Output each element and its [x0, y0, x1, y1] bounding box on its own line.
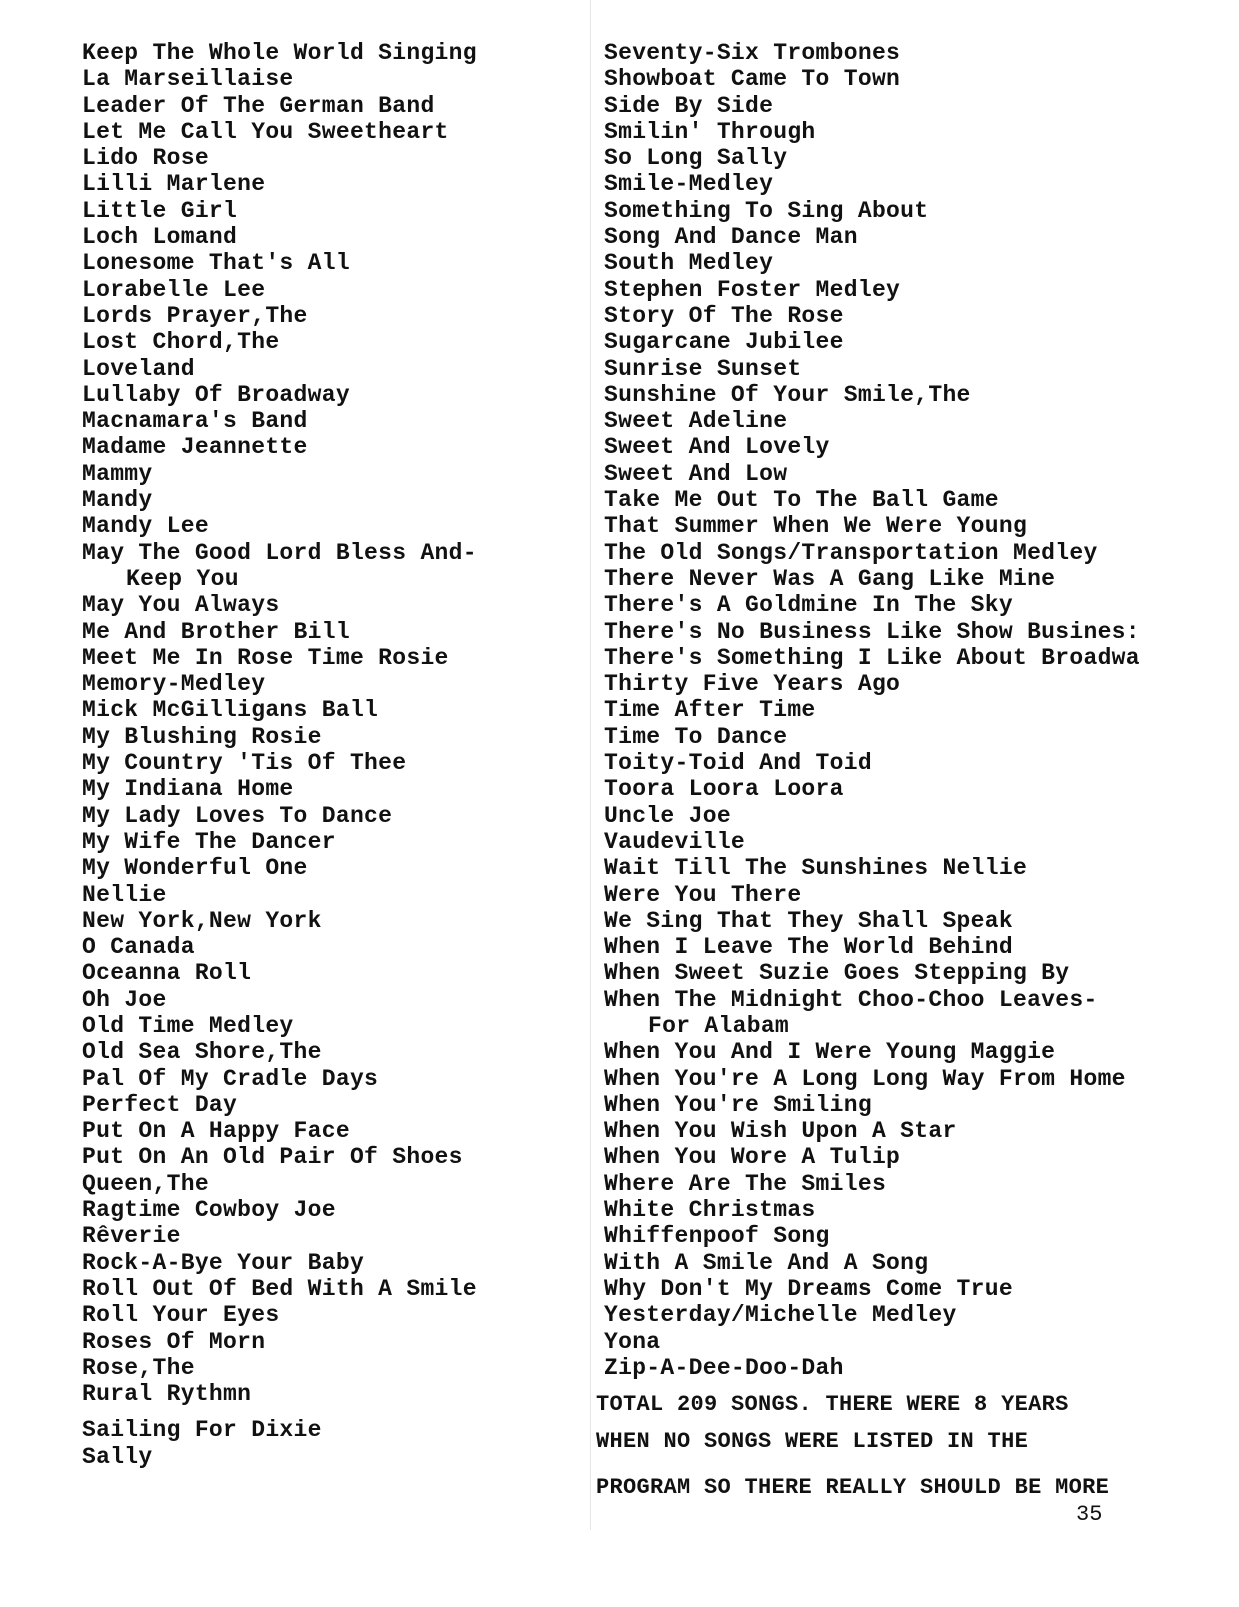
song-title: Ragtime Cowboy Joe	[82, 1197, 336, 1224]
song-title: Story Of The Rose	[604, 302, 844, 329]
total-note-line-3: PROGRAM SO THERE REALLY SHOULD BE MORE	[596, 1475, 1110, 1500]
song-title: Showboat Came To Town	[604, 66, 901, 93]
song-title: Time To Dance	[604, 723, 788, 750]
song-title: Lullaby Of Broadway	[82, 381, 350, 408]
song-title: Something To Sing About	[604, 197, 929, 224]
song-title: When You Wore A Tulip	[604, 1144, 901, 1171]
song-title: We Sing That They Shall Speak	[604, 907, 1013, 934]
song-title: Macnamara's Band	[82, 408, 308, 435]
song-title: Lorabelle Lee	[82, 276, 266, 303]
song-title: Sweet Adeline	[604, 408, 788, 435]
song-list-right-column	[604, 40, 1152, 1381]
song-title: Pal Of My Cradle Days	[82, 1065, 379, 1092]
song-title: Vaudeville	[604, 828, 746, 855]
song-list-left-column	[82, 40, 587, 1470]
song-title: Wait Till The Sunshines Nellie	[604, 855, 1028, 882]
song-title: Loveland	[82, 355, 195, 382]
song-title: Rose,The	[82, 1354, 195, 1381]
song-title: Keep You	[126, 565, 239, 592]
song-title: Oh Joe	[82, 986, 167, 1013]
song-title: That Summer When We Were Young	[604, 513, 1028, 540]
song-title: Zip-A-Dee-Doo-Dah	[604, 1354, 844, 1381]
song-title: Rural Rythmn	[82, 1381, 252, 1408]
song-title: Put On A Happy Face	[82, 1118, 350, 1145]
song-title: May You Always	[82, 592, 280, 619]
song-title: Lonesome That's All	[82, 250, 350, 277]
song-title: Let Me Call You Sweetheart	[82, 118, 449, 145]
song-title: Meet Me In Rose Time Rosie	[82, 644, 449, 671]
song-title: When The Midnight Choo-Choo Leaves-	[604, 986, 1098, 1013]
song-title: Roses Of Morn	[82, 1328, 266, 1355]
song-title: Mandy	[82, 487, 153, 514]
song-title: When Sweet Suzie Goes Stepping By	[604, 960, 1070, 987]
total-note-line-2: WHEN NO SONGS WERE LISTED IN THE	[596, 1429, 1029, 1454]
song-title: Old Sea Shore,The	[82, 1039, 322, 1066]
song-title: When You And I Were Young Maggie	[604, 1039, 1056, 1066]
song-title: Madame Jeannette	[82, 434, 308, 461]
song-title: Side By Side	[604, 92, 774, 119]
song-title: Memory-Medley	[82, 671, 266, 698]
song-title: Roll Out Of Bed With A Smile	[82, 1275, 477, 1302]
song-title: Mick McGilligans Ball	[82, 697, 379, 724]
song-title: Were You There	[604, 881, 802, 908]
song-title: Lords Prayer,The	[82, 302, 308, 329]
song-title: O Canada	[82, 934, 195, 961]
song-title: Sunrise Sunset	[604, 355, 802, 382]
song-title: My Lady Loves To Dance	[82, 802, 393, 829]
song-title: Keep The Whole World Singing	[82, 40, 477, 66]
song-title: Rêverie	[82, 1223, 181, 1250]
song-title: When I Leave The World Behind	[604, 934, 1013, 961]
song-title: Toora Loora Loora	[604, 776, 844, 803]
song-title: White Christmas	[604, 1197, 816, 1224]
song-title: For Alabam	[648, 1012, 790, 1039]
page-fold-line	[590, 0, 591, 1530]
song-title: Lilli Marlene	[82, 171, 266, 198]
song-title: Rock-A-Bye Your Baby	[82, 1249, 365, 1276]
song-title: Mammy	[82, 460, 153, 487]
song-title: Time After Time	[604, 697, 816, 724]
song-title: New York,New York	[82, 907, 322, 934]
song-title: South Medley	[604, 250, 774, 277]
song-title: Perfect Day	[82, 1091, 238, 1118]
song-title: Uncle Joe	[604, 802, 731, 829]
song-title: There's No Business Like Show Busines:	[604, 618, 1140, 645]
song-title: My Wonderful One	[82, 855, 308, 882]
song-title: Me And Brother Bill	[82, 618, 350, 645]
song-title: Sugarcane Jubilee	[604, 329, 844, 356]
song-title: Sweet And Low	[604, 460, 788, 487]
total-note-line-1: TOTAL 209 SONGS. THERE WERE 8 YEARS	[596, 1392, 1069, 1417]
song-title: There's Something I Like About Broadwa	[604, 644, 1140, 671]
song-title: Queen,The	[82, 1170, 209, 1197]
song-title: Yesterday/Michelle Medley	[604, 1302, 957, 1329]
song-title: My Blushing Rosie	[82, 723, 322, 750]
song-title: Whiffenpoof Song	[604, 1223, 830, 1250]
song-title: Lost Chord,The	[82, 329, 280, 356]
song-title: Thirty Five Years Ago	[604, 671, 901, 698]
song-title: There's A Goldmine In The Sky	[604, 592, 1013, 619]
song-title: Toity-Toid And Toid	[604, 750, 872, 777]
song-title: Take Me Out To The Ball Game	[604, 487, 999, 514]
song-title: Lido Rose	[82, 145, 209, 172]
song-title: La Marseillaise	[82, 66, 294, 93]
song-title: Yona	[604, 1328, 661, 1355]
song-title: When You're A Long Long Way From Home	[604, 1065, 1126, 1092]
song-title: Loch Lomand	[82, 224, 238, 251]
song-title: Put On An Old Pair Of Shoes	[82, 1144, 463, 1171]
song-title: Roll Your Eyes	[82, 1302, 280, 1329]
song-title: My Wife The Dancer	[82, 828, 336, 855]
song-title: May The Good Lord Bless And-	[82, 539, 477, 566]
song-title: Mandy Lee	[82, 513, 209, 540]
page-number: 35	[1076, 1502, 1103, 1527]
song-title: My Country 'Tis Of Thee	[82, 750, 407, 777]
song-title: Smile-Medley	[604, 171, 774, 198]
song-title: Song And Dance Man	[604, 224, 858, 251]
song-title: Leader Of The German Band	[82, 92, 435, 119]
song-title: Smilin' Through	[604, 118, 816, 145]
song-title: Why Don't My Dreams Come True	[604, 1275, 1013, 1302]
song-title: So Long Sally	[604, 145, 788, 172]
song-title: When You Wish Upon A Star	[604, 1118, 957, 1145]
song-title: Nellie	[82, 881, 167, 908]
song-title: Seventy-Six Trombones	[604, 40, 901, 66]
song-title: The Old Songs/Transportation Medley	[604, 539, 1098, 566]
song-title: Sunshine Of Your Smile,The	[604, 381, 971, 408]
song-title: Where Are The Smiles	[604, 1170, 887, 1197]
song-title: There Never Was A Gang Like Mine	[604, 565, 1056, 592]
song-title: When You're Smiling	[604, 1091, 872, 1118]
song-title: Stephen Foster Medley	[604, 276, 901, 303]
song-title: Sally	[82, 1443, 153, 1470]
song-title: Sailing For Dixie	[82, 1417, 322, 1444]
song-title: Oceanna Roll	[82, 960, 252, 987]
song-title: Old Time Medley	[82, 1012, 294, 1039]
song-title: With A Smile And A Song	[604, 1249, 929, 1276]
song-title: My Indiana Home	[82, 776, 294, 803]
song-title: Little Girl	[82, 197, 238, 224]
total-songs-note	[596, 1392, 1152, 1500]
song-title: Sweet And Lovely	[604, 434, 830, 461]
